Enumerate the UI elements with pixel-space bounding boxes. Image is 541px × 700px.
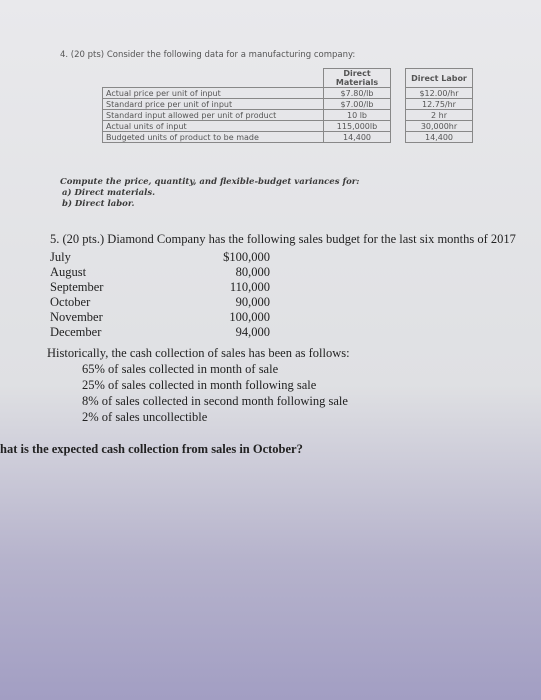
sales-amount: $100,000 [223, 250, 270, 264]
materials-value: 10 lb [324, 110, 391, 121]
month-label: November [50, 310, 103, 324]
table-row [103, 121, 473, 132]
part-a: a) Direct materials. [62, 188, 156, 198]
list-item: 65% of sales collected in month of sale [82, 362, 279, 376]
month-label: October [50, 295, 91, 309]
cost-data-table [102, 68, 473, 143]
col-header-direct-materials: Direct Materials [324, 69, 391, 88]
question-4-instructions [60, 177, 359, 210]
question-5-prompt: hat is the expected cash collection from sales in October? [0, 442, 303, 456]
month-label: August [50, 265, 87, 279]
table-row [103, 88, 473, 99]
month-label: September [50, 280, 104, 294]
table-row [103, 110, 473, 121]
sales-amount: 90,000 [235, 295, 270, 309]
row-label: Actual price per unit of input [103, 88, 324, 99]
list-item: 2% of sales uncollectible [82, 410, 208, 424]
sales-amount: 100,000 [229, 310, 270, 324]
labor-value: 30,000hr [406, 121, 473, 132]
materials-value: $7.00/lb [324, 99, 391, 110]
row-label: Standard input allowed per unit of product [103, 110, 324, 121]
sales-amount: 94,000 [235, 325, 270, 339]
month-label: July [50, 250, 71, 264]
materials-value: 115,000lb [324, 121, 391, 132]
labor-value: 2 hr [406, 110, 473, 121]
sales-amount: 80,000 [235, 265, 270, 279]
row-label: Budgeted units of product to be made [103, 132, 324, 143]
labor-value: 12.75/hr [406, 99, 473, 110]
labor-value: $12.00/hr [406, 88, 473, 99]
labor-value: 14,400 [406, 132, 473, 143]
question-4-title: 4. (20 pts) Consider the following data for a manufacturing company: [60, 50, 356, 60]
part-b: b) Direct labor. [62, 199, 135, 209]
collection-rules-list [82, 362, 348, 426]
history-intro: Historically, the cash collection of sales has been as follows: [47, 346, 350, 360]
sales-amount: 110,000 [229, 280, 270, 294]
month-label: December [50, 325, 102, 339]
table-header-row [103, 69, 473, 88]
question-5-heading: 5. (20 pts.) Diamond Company has the following sales budget for the last six months of 2017 [50, 232, 516, 246]
list-item: 25% of sales collected in month following sale [82, 378, 317, 392]
col-header-direct-labor: Direct Labor [406, 69, 473, 88]
row-label: Actual units of input [103, 121, 324, 132]
materials-value: $7.80/lb [324, 88, 391, 99]
table-row [103, 99, 473, 110]
table-row [103, 132, 473, 143]
instruction-text: Compute the price, quantity, and flexible-budget variances for: [60, 177, 360, 187]
materials-value: 14,400 [324, 132, 391, 143]
list-item: 8% of sales collected in second month following sale [82, 394, 348, 408]
row-label: Standard price per unit of input [103, 99, 324, 110]
